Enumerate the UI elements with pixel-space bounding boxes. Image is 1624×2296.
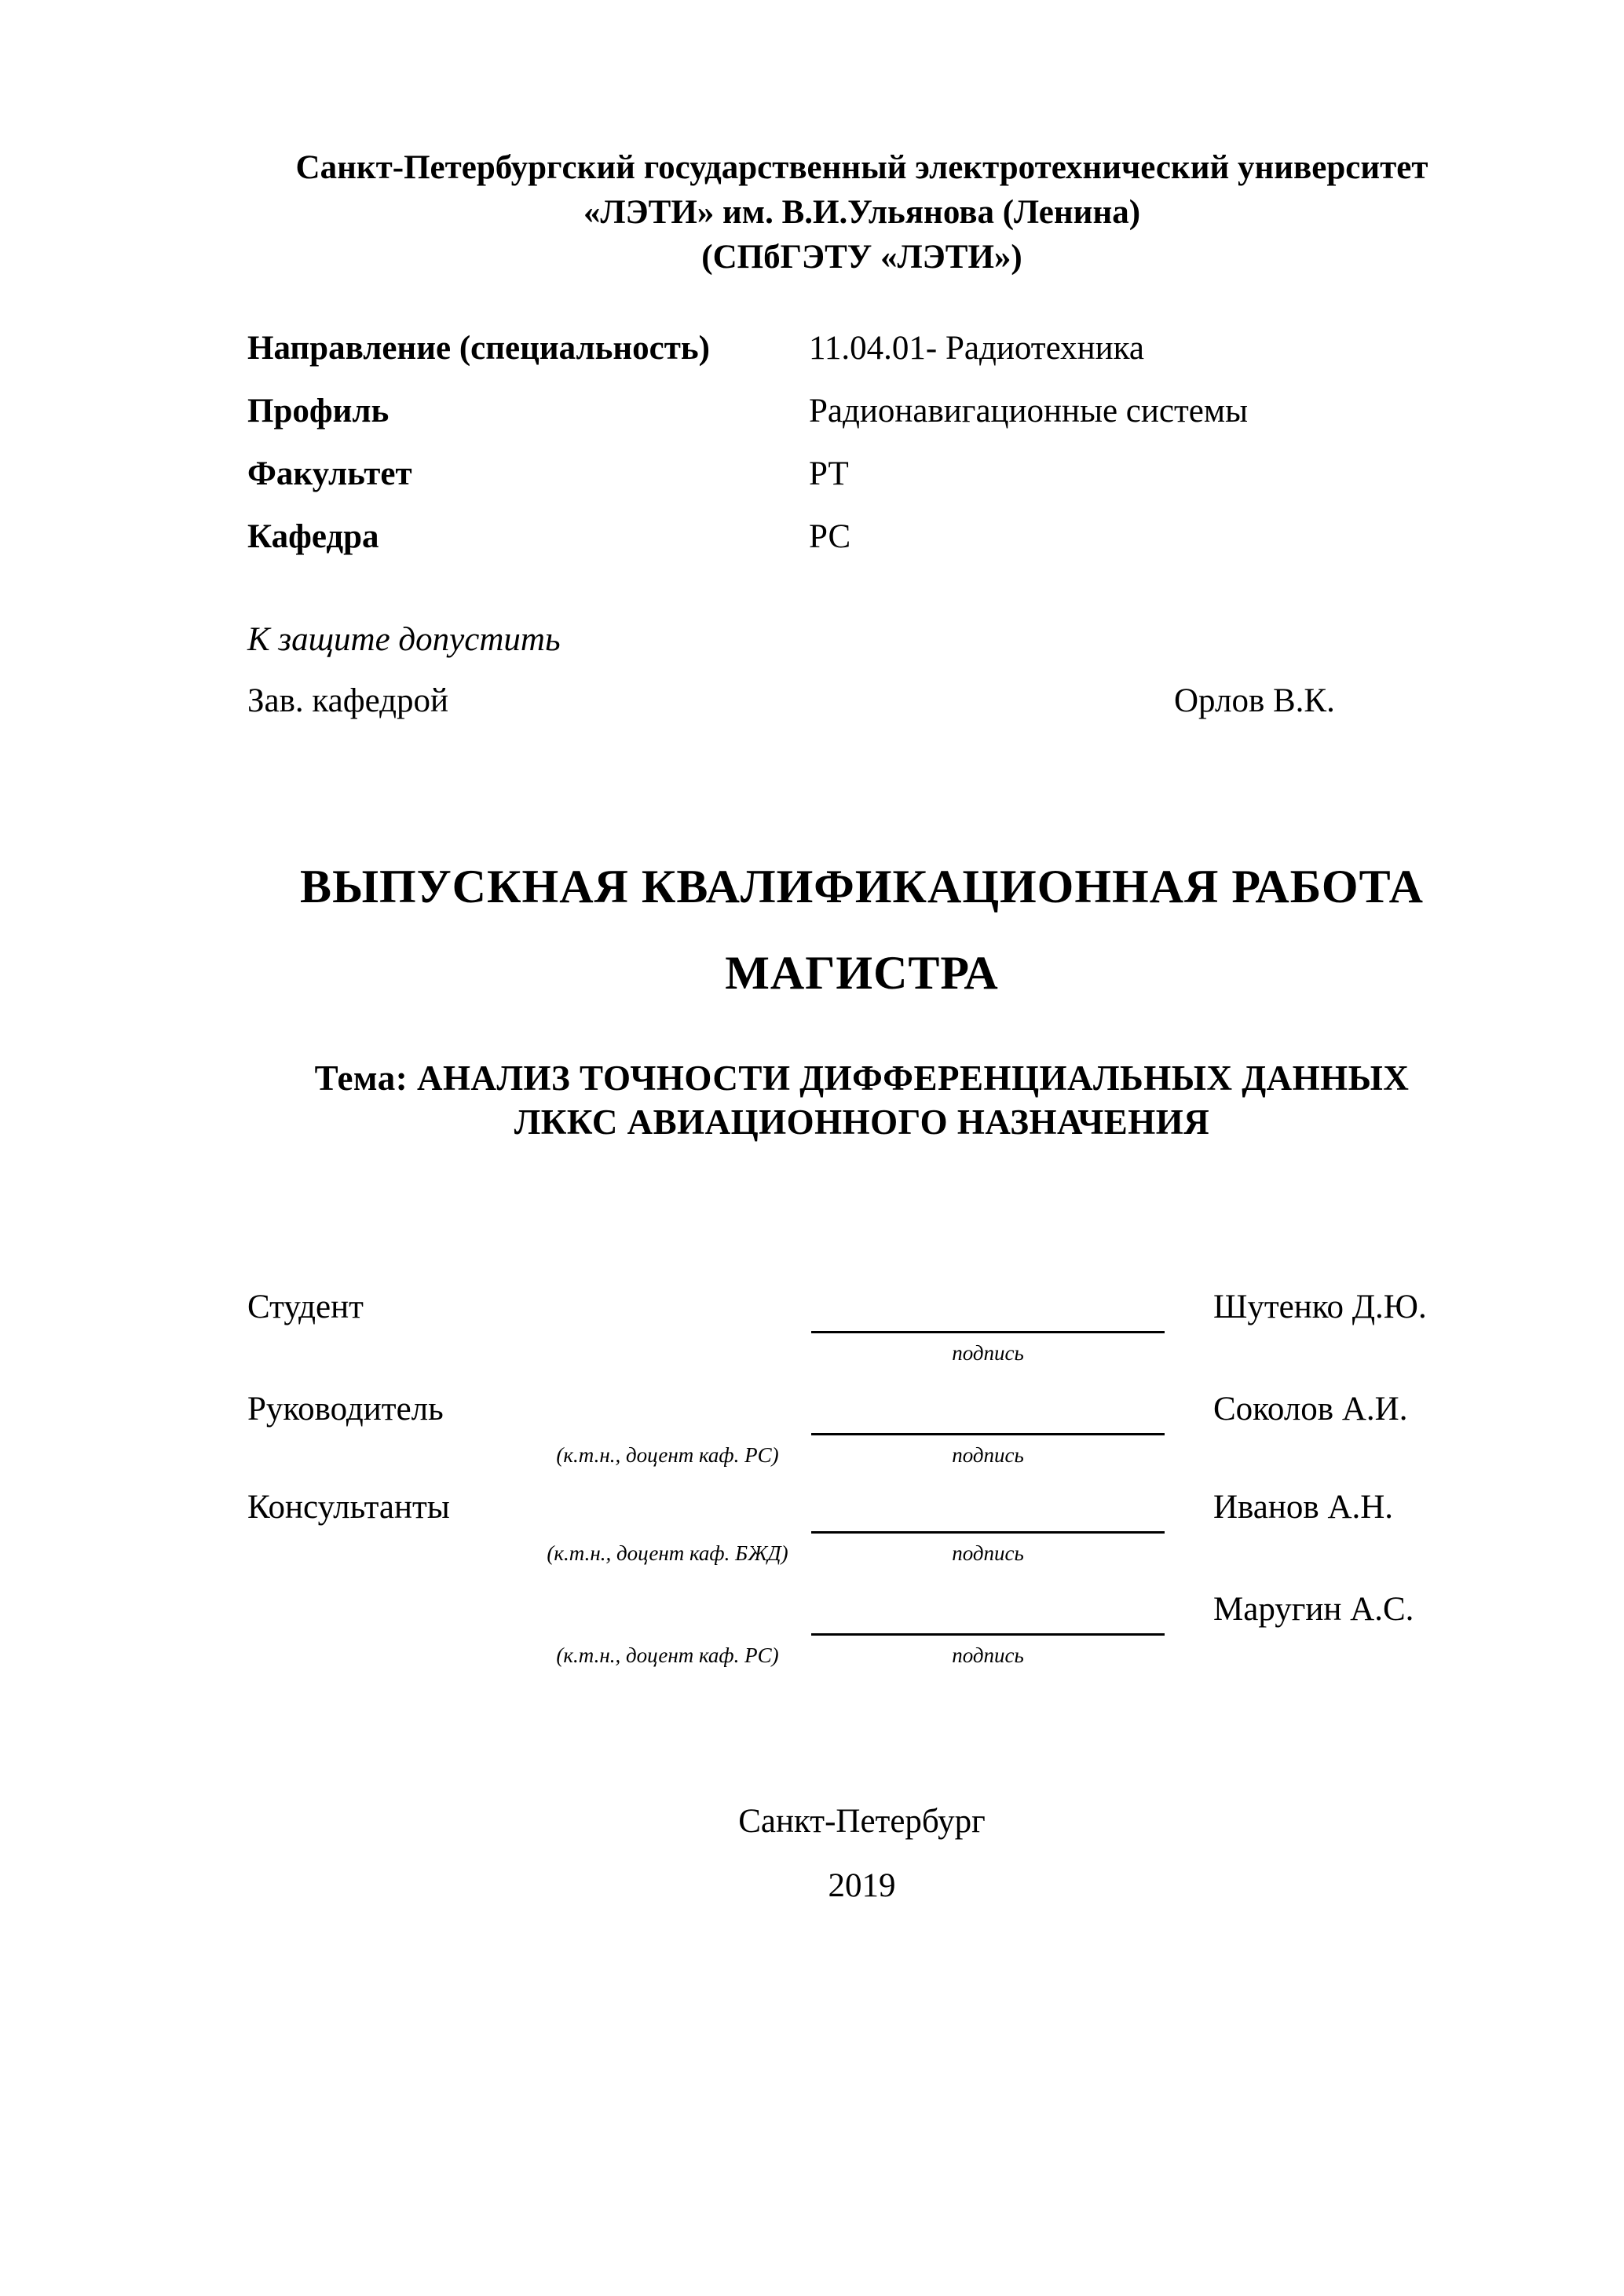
signature-degree: (к.т.н., доцент каф. БЖД) bbox=[547, 1541, 788, 1565]
approver-title: Зав. кафедрой bbox=[247, 682, 449, 719]
signature-row-consultant-1 bbox=[247, 1488, 1476, 1590]
signature-name: Маругин А.С. bbox=[1213, 1591, 1414, 1628]
signature-caption: подпись bbox=[952, 1443, 1024, 1467]
signature-name: Иванов А.Н. bbox=[1213, 1489, 1394, 1526]
thesis-title-line: МАГИСТРА bbox=[725, 947, 999, 999]
topic-prefix: Тема: bbox=[314, 1058, 408, 1098]
signature-name: Шутенко Д.Ю. bbox=[1213, 1289, 1427, 1325]
program-fields bbox=[247, 330, 1476, 581]
admission-row bbox=[247, 682, 1476, 729]
thesis-topic-line bbox=[247, 1056, 1476, 1100]
footer-year: 2019 bbox=[828, 1867, 896, 1904]
signature-degree: (к.т.н., доцент каф. РС) bbox=[556, 1443, 779, 1467]
field-value: РТ bbox=[809, 455, 849, 492]
signature-line bbox=[811, 1331, 1165, 1333]
thesis-title bbox=[247, 860, 1476, 1000]
signature-role: Руководитель bbox=[247, 1391, 444, 1428]
field-value: Радионавигационные системы bbox=[809, 393, 1248, 430]
field-label: Профиль bbox=[247, 393, 390, 430]
thesis-topic bbox=[247, 1056, 1476, 1144]
thesis-topic-line: ЛККС АВИАЦИОННОГО НАЗНАЧЕНИЯ bbox=[514, 1102, 1210, 1142]
field-row-specialty bbox=[247, 330, 1476, 393]
approver-name: Орлов В.К. bbox=[1174, 682, 1335, 719]
signature-caption: подпись bbox=[952, 1541, 1024, 1565]
university-header-line: «ЛЭТИ» им. В.И.Ульянова (Ленина) bbox=[583, 194, 1141, 231]
field-row-faculty bbox=[247, 455, 1476, 518]
university-header-line: Санкт-Петербургский государственный электротехнический университет bbox=[295, 149, 1428, 186]
signature-row-student bbox=[247, 1288, 1476, 1390]
field-value: РС bbox=[809, 518, 851, 555]
field-label: Направление (специальность) bbox=[247, 330, 710, 367]
signature-degree: (к.т.н., доцент каф. РС) bbox=[556, 1643, 779, 1667]
signature-caption: подпись bbox=[952, 1643, 1024, 1667]
signature-caption: подпись bbox=[952, 1341, 1024, 1365]
field-value: 11.04.01- Радиотехника bbox=[809, 330, 1144, 367]
signature-line bbox=[811, 1531, 1165, 1534]
field-row-profile bbox=[247, 393, 1476, 455]
signature-line bbox=[811, 1433, 1165, 1435]
signature-role: Консультанты bbox=[247, 1489, 450, 1526]
signature-row-consultant-2 bbox=[247, 1590, 1476, 1692]
field-row-department bbox=[247, 518, 1476, 581]
field-label: Факультет bbox=[247, 455, 412, 492]
university-header bbox=[247, 145, 1476, 280]
university-header-line: (СПбГЭТУ «ЛЭТИ») bbox=[701, 239, 1022, 276]
signature-line bbox=[811, 1633, 1165, 1636]
signature-role: Студент bbox=[247, 1289, 364, 1325]
field-label: Кафедра bbox=[247, 518, 379, 555]
topic-text: АНАЛИЗ ТОЧНОСТИ ДИФФЕРЕНЦИАЛЬНЫХ ДАННЫХ bbox=[417, 1058, 1410, 1098]
footer-city: Санкт-Петербург bbox=[738, 1803, 986, 1840]
signature-block bbox=[247, 1288, 1476, 1696]
admission-note: К защите допустить bbox=[247, 621, 561, 658]
thesis-title-line: ВЫПУСКНАЯ КВАЛИФИКАЦИОННАЯ РАБОТА bbox=[300, 861, 1424, 912]
signature-name: Соколов А.И. bbox=[1213, 1391, 1408, 1428]
signature-row-supervisor bbox=[247, 1390, 1476, 1492]
